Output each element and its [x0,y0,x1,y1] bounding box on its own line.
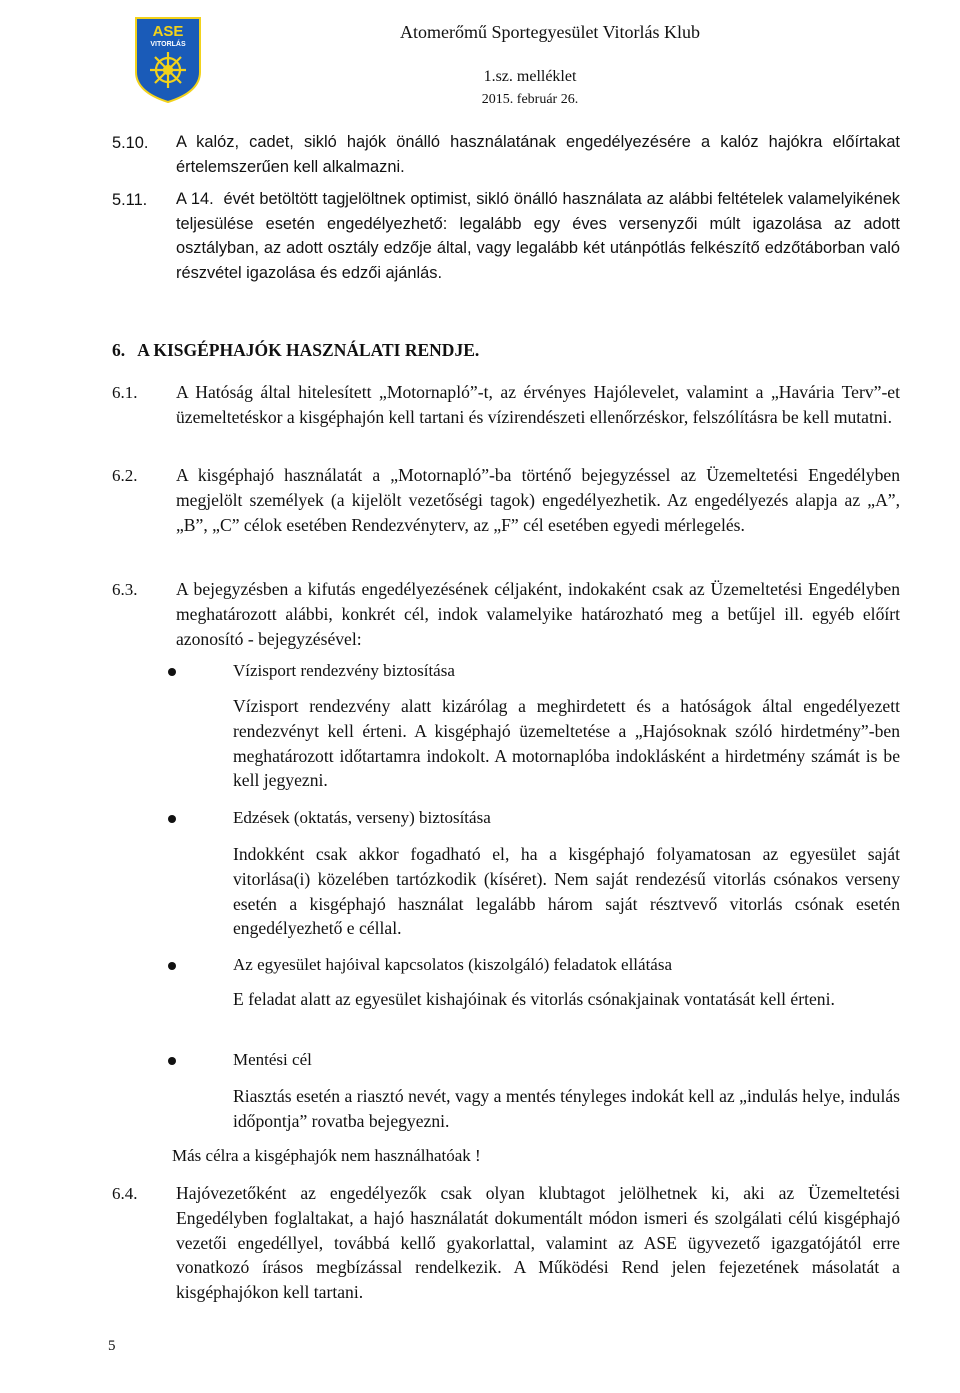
ship-wheel-icon [150,52,186,88]
bullet-title: Edzések (oktatás, verseny) biztosítása [233,808,491,827]
bullet-dot [168,1057,176,1065]
item-number: 6.2. [112,466,138,485]
item-number: 6.1. [112,383,138,402]
item-text: A Hatóság által hitelesített „Motornapló”-t, az érvényes Hajólevelet, valamint a „Havária Terv”-et üzemeltetéskor a kisgéphajón kell tartani és vízirendészeti ellenőrzéskor, felszólításra be kell mutatni. [176,382,900,427]
section-text: A kalóz, cadet, sikló hajók önálló használatának engedélyezésére a kalóz hajókra előírtakat értelemszerűen kell alkalmazni. [176,133,900,176]
document-date: 2015. február 26. [481,92,579,107]
club-name: Atomerőmű Sportegyesület Vitorlás Klub [399,22,701,42]
item-number: 6.4. [112,1184,138,1203]
bullet-text: E feladat alatt az egyesület kishajóinak és vitorlás csónakjainak vontatását kell érteni. [233,989,835,1009]
item-text: A kisgéphajó használatát a „Motornapló”-ba történő bejegyzéssel az Üzemeltetési Engedélyben megjelölt személyek (a kijelölt vezetőségi tagok) engedélyezhetik. Az engedélyezés alapja az „A”, „B”, „C” célok esetében Rendezvényterv, az „F” cél esetében egyedi mérlegelés. [176,465,900,535]
bullet-title: Mentési cél [233,1050,312,1069]
bullet-dot [168,962,176,970]
section-body: évét betöltött tagjelöltnek optimist, sikló önálló használata az alábbi feltételek valamelyikének teljesülése esetén engedélyezhető: legalább egy éves versenyzői múlt igazolása az adott osztályban, az adott osztály edzője által, vagy legalább két utánpótlás felkészítő edzőtáborban való részvétel igazolása és edzői ajánlás. [176,190,901,282]
club-logo [132,14,204,104]
chapter-heading: 6. A KISGÉPHAJÓK HASZNÁLATI RENDJE. [112,340,480,360]
section-lead: A 14. [176,190,214,208]
section-text [176,187,900,285]
closing-note: Más célra a kisgéphajók nem használhatóak ! [172,1146,481,1165]
page-number: 5 [108,1338,116,1354]
section-number: 5.10. [112,134,149,152]
bullet-text: Indokként csak akkor fogadható el, ha a kisgéphajó folyamatosan az egyesület saját vitorlása(i) közelében tartózkodik (kíséret). Nem saját rendezésű vitorlás csónakos verseny esetén a kisgéphajó használat legalább három saját résztvevő vitorlás csónak esetén engedélyezhető e céllal. [233,844,900,939]
item-text: Hajóvezetőként az engedélyezők csak olyan klubtagot jelölhetnek ki, aki az Üzemeltetési Engedélyben foglaltakat, a hajó használatát dokumentált módon ismeri és szolgálati célú kisgéphajó vezetői engedéllyel, továbbá kellő gyakorlattal, valamint az ASE ügyvezető igazgatójától erre vonatkozó írásos megbízással rendelkezik. A Működési Rend jelen fejezetének másolatát a kisgéphajókon kell tartani. [176,1183,900,1303]
bullet-dot [168,815,176,823]
item-number: 6.3. [112,580,138,599]
bullet-text: Vízisport rendezvény alatt kizárólag a meghirdetett és a hatóságok által engedélyezett rendezvényt kell érteni. A kisgéphajó üzemeltetése a „Hajósoknak szóló hirdetmény”-ben meghatározott időtartamra indokolt. A motornaplóba indoklásként a hirdetmény számát is be kell jegyezni. [233,696,900,791]
logo-subtext: VITORLÁS [150,41,186,48]
annex-label: 1.sz. melléklet [483,68,577,85]
bullet-title: Az egyesület hajóival kapcsolatos (kiszolgáló) feladatok ellátása [233,955,673,974]
bullet-title: Vízisport rendezvény biztosítása [233,661,455,680]
bullet-dot [168,668,176,676]
bullet-text: Riasztás esetén a riasztó nevét, vagy a mentés tényleges indokát kell az „indulás helye, indulás időpontja” rovatba bejegyezni. [233,1086,900,1131]
section-number: 5.11. [112,191,148,209]
logo-text: ASE [152,23,184,40]
item-text: A bejegyzésben a kifutás engedélyezésének céljaként, indokaként csak az Üzemeltetési Engedélyben meghatározott alábbi, konkrét cél, indok valamelyike határozható meg a betűjel ill. egyéb előírt azonosító - bejegyzésével: [176,579,900,649]
